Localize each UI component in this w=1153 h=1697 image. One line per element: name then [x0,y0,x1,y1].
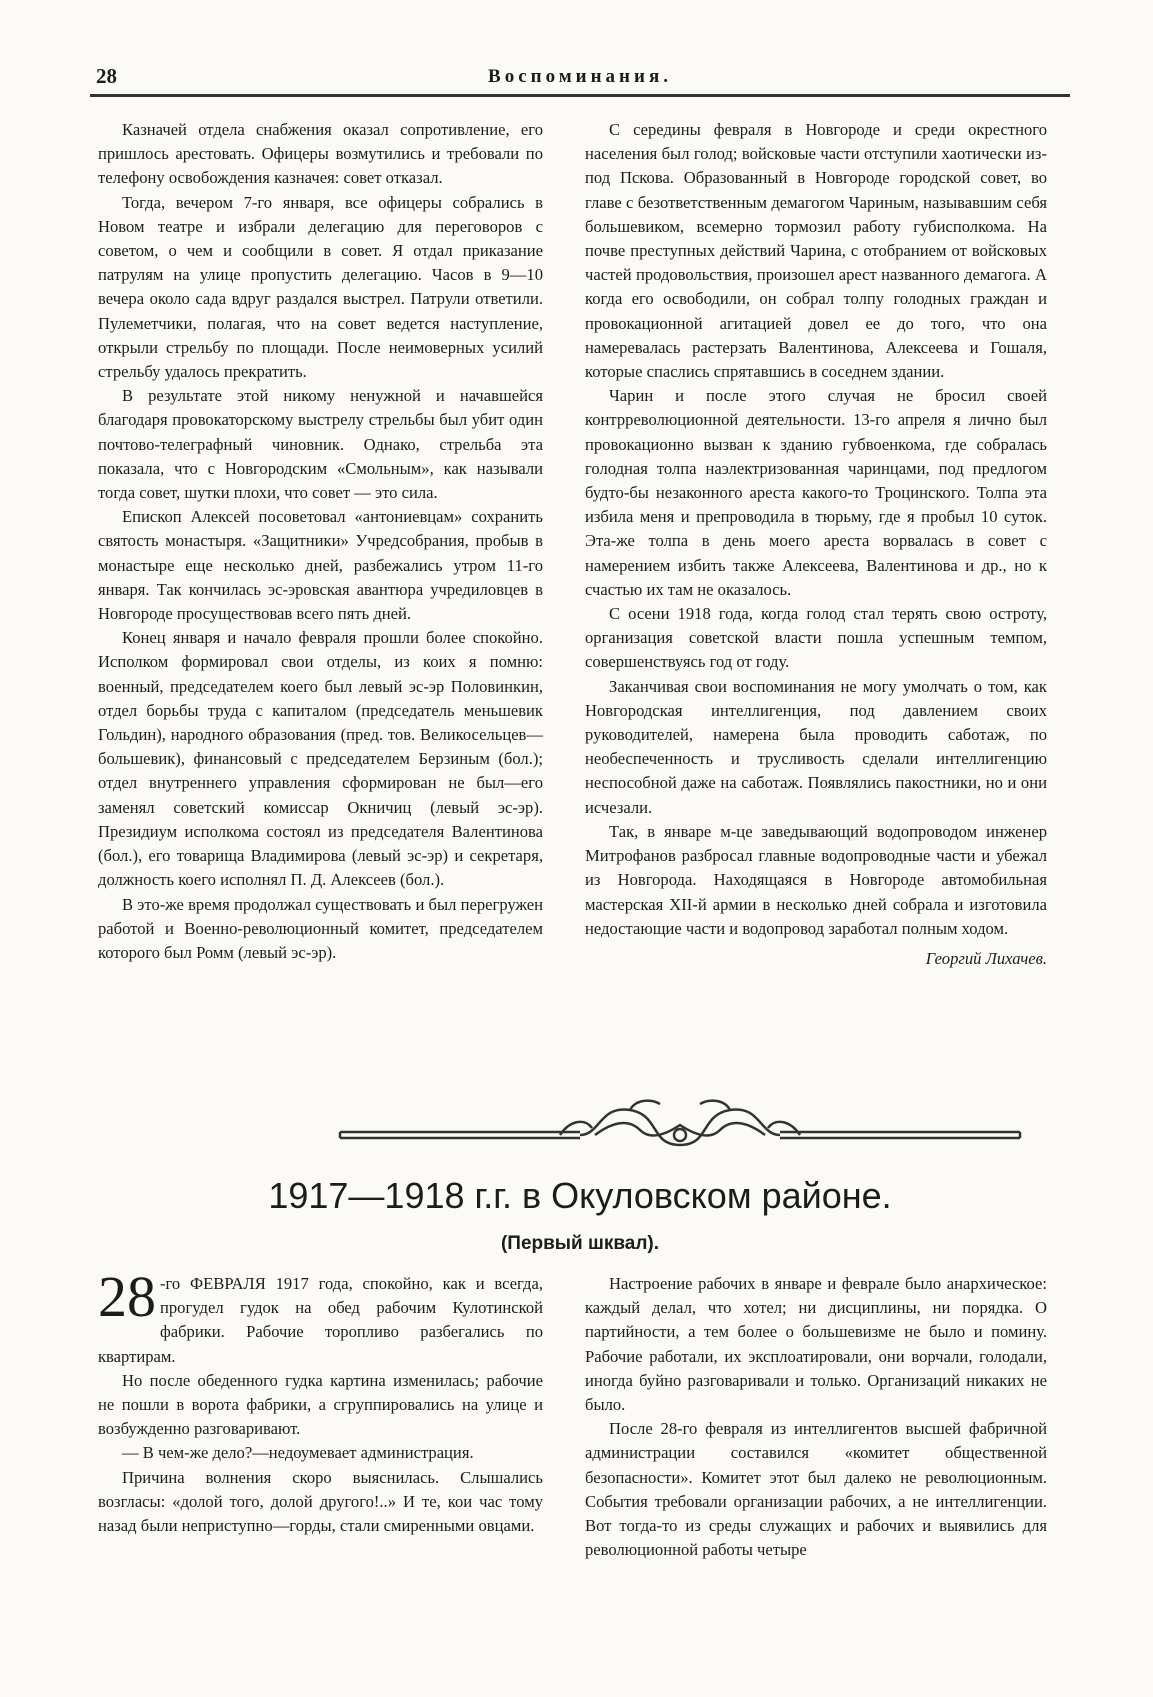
paragraph: Казначей отдела снабжения оказал сопротивление, его пришлось арестовать. Офицеры возмутились и требовали по телефону освобождения казначея: совет отказал. [98,120,543,188]
paragraph: Конец января и начало февраля прошли более спокойно. Исполком формировал свои отделы, из коих я помню: военный, председателем коего был левый эс-эр Половинкин, отдел борьбы труда с капиталом (председатель меньшевик Гольдин), народного образования (пред. тов. Великосельцев—большевик), финансовый с председателем Берзиным (бол.); отдел внутреннего управления сформирован не был—его заменял советский комиссар Окничиц (левый эс-эр). Президиум исполкома состоял из председателя Валентинова (бол.), его товарища Владимирова (левый эс-эр) и секретаря, должность коего исполнял П. Д. Алексеев (бол.). [98,628,543,890]
article1-column-right [585,118,1047,971]
paragraph: Заканчивая свои воспоминания не могу умолчать о том, как Новгородская интеллигенция, под давлением своих руководителей, намерена была проводить саботаж, по необеспеченность и трусливость сделали интеллигенцию неспособной даже на саботаж. Появлялись пакостники, но и они исчезали. [585,676,1047,817]
paragraph: После 28-го февраля из интеллигентов высшей фабричной администрации составился «комитет общественной безопасности». Комитет этот был далеко не революционным. События требовали организации рабочих, а не интеллигенции. Вот тогда-то из среды служащих и рабочих и выявились для революционной работы четыре [585,1419,1047,1560]
paragraph: — В чем-же дело?—недоумевает администрация. [122,1443,474,1463]
paragraph: В результате этой никому ненужной и начавшейся благодаря провокаторскому выстрелу стрельбы был убит один почтово-телеграфный чиновник. Однако, стрельба эта показала, что с Новгородским «Смольным», как называли тогда совет, шутки плохи, что совет — это сила. [98,386,543,503]
paragraph: Причина волнения скоро выяснилась. Слышались возгласы: «долой того, долой другого!..» И те, кои час тому назад были неприступно—горды, стали смиренными овцами. [98,1467,543,1536]
paragraph: Но после обеденного гудка картина изменилась; рабочие не пошли в ворота фабрики, а сгруппировались на улице и возбужденно разговаривают. [98,1370,543,1439]
paragraph: Епископ Алексей посоветовал «антониевцам» сохранить святость монастыря. «Защитники» Учредсобрания, пробыв в монастыре еще несколько дней, разбежались утром 11-го января. Так кончилась эс-эровская авантюра учредиловцев в Новгороде просуществовав всего пять дней. [98,507,543,624]
page-header [90,62,1070,102]
running-title: Воспоминания. [488,66,672,87]
paragraph: Настроение рабочих в январе и феврале было анархическое: каждый делал, что хотел; ни дисциплины, ни порядка. О партийности, а тем более о большевизме не было и помину. Рабочие работали, их эксплоатировали, они ворчали, голодали, иногда буйно разговаривали и только. Организаций никаких не было. [585,1274,1047,1415]
paragraph: С осени 1918 года, когда голод стал терять свою остроту, организация советской власти пошла успешным темпом, совершенствуясь год от году. [585,604,1047,672]
drop-cap: 28 [98,1264,156,1329]
paragraph [98,1264,543,1369]
article2-column-left [98,1264,543,1538]
article-title: 1917—1918 г.г. в Окуловском районе. [268,1175,892,1216]
paragraph: Так, в январе м-це заведывающий водопроводом инженер Митрофанов разбросал главные водопроводные части и убежал из Новгорода. Находящаяся в Новгороде автомобильная мастерская XII-й армии в несколько дней собрала и изготовила недостающие части и водопровод заработал полным ходом. [585,821,1047,938]
paragraph: Тогда, вечером 7-го января, все офицеры собрались в Новом театре и избрали делегацию для переговоров с советом, о чем и сообщили в совет. Я отдал приказание патрулям на улице пропустить делегацию. Часов в 9—10 вечера около сада вдруг раздался выстрел. Патрули ответили. Пулеметчики, полагая, что на совет ведется наступление, открыли стрельбу по площади. После неимоверных усилий стрельбу удалось прекратить. [98,192,543,382]
paragraph: Чарин и после этого случая не бросил своей контрреволюционной деятельности. 13-го апреля я лично был провокационно вызван к зданию губвоенкома, где собралась голодная толпа наэлектризованная чаринцами, под предлогом будто-бы незаконного ареста какого-то Троцинского. Толпа эта избила меня и препроводила в тюрьму, где я пробыл 10 суток. Эта-же толпа в день моего ареста ворвалась в совет с намерением избить также Алексеева, Валентинова и др., но к счастью их там не оказалось. [585,386,1047,599]
article2-column-right [585,1272,1047,1562]
paragraph: В это-же время продолжал существовать и был перегружен работой и Военно-революционный комитет, председателем которого был Ромм (левый эс-эр). [98,894,543,962]
article-subtitle: (Первый шквал). [500,1233,660,1254]
header-rule [90,94,1070,97]
paragraph: С середины февраля в Новгороде и среди окрестного населения был голод; войсковые части отступили хаотически из-под Пскова. Образованный в Новгороде городской совет, во главе с безответственным демагогом Чариным, называвшим себя большевиком, всемерно тормозил работу губисполкома. На почве преступных действий Чарина, с отобранием от войсковых частей продовольствия, произошел арест названного демагога. А когда его освободили, он собрал толпу голодных граждан и провокационной агитацией довел ее до того, что она намеревалась растерзать Валентинова, Алексеева и Гошаля, которые спаслись спрятавшись в соседнем здании. [585,120,1047,382]
ornament-divider [330,1090,1030,1160]
paragraph-text: -го ФЕВРАЛЯ 1917 года, спокойно, как и всегда, прогудел гудок на обед рабочим Кулотинской фабрики. Рабочие торопливо разбегались по квартирам. [98,1274,543,1366]
article1-column-left [98,118,543,965]
author-signature: Георгий Лихачев. [925,948,1047,968]
page-number: 28 [96,64,117,88]
